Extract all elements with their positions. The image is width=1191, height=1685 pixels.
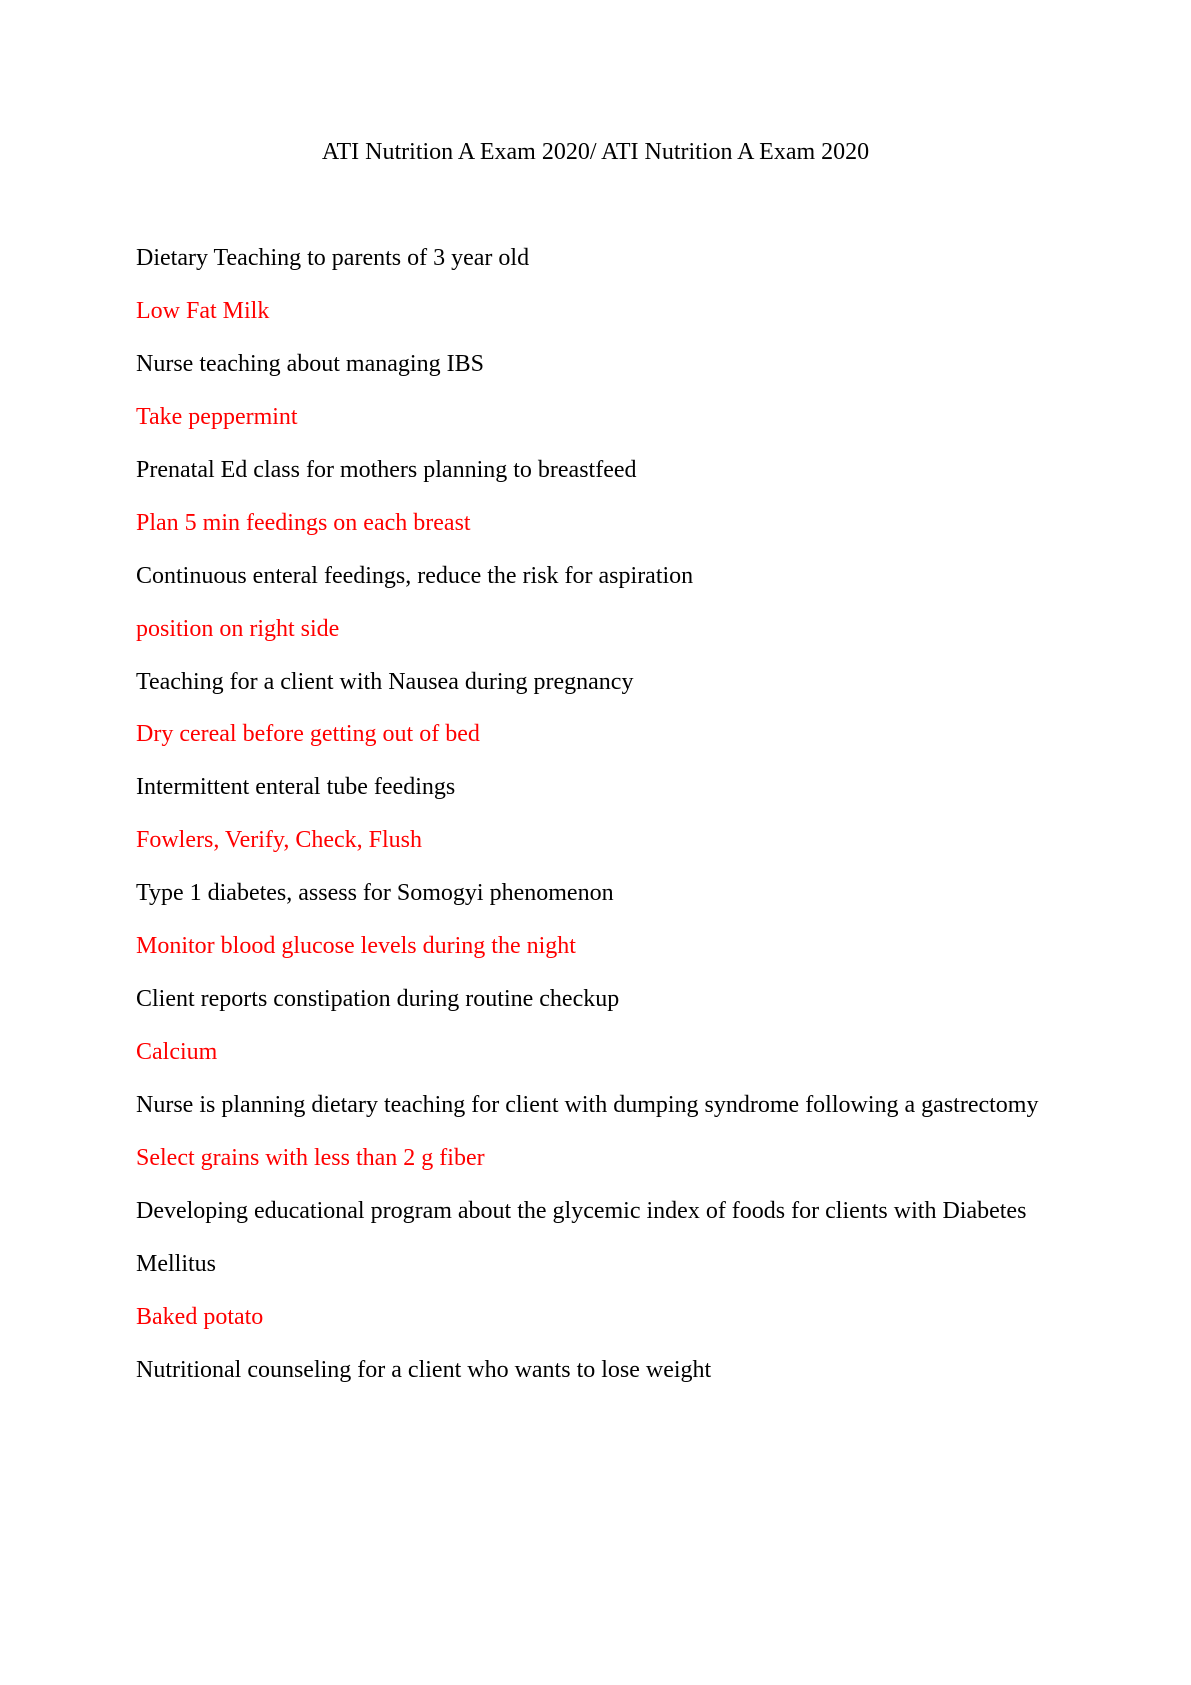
- question-line: Client reports constipation during routine checkup: [136, 986, 620, 1013]
- question-line: Type 1 diabetes, assess for Somogyi phenomenon: [136, 880, 614, 907]
- question-line: Nurse is planning dietary teaching for client with dumping syndrome following a gastrectomy: [136, 1092, 1039, 1118]
- question-line: Dietary Teaching to parents of 3 year old: [136, 245, 530, 271]
- question-line: Intermittent enteral tube feedings: [136, 774, 456, 801]
- answer-line: Plan 5 min feedings on each breast: [136, 509, 471, 536]
- answer-line: Select grains with less than 2 g fiber: [136, 1144, 485, 1171]
- document-body: [136, 243, 1111, 1408]
- answer-line: Calcium: [136, 1039, 218, 1066]
- question-line: Teaching for a client with Nausea during pregnancy: [136, 668, 634, 695]
- question-line: Continuous enteral feedings, reduce the risk for aspiration: [136, 562, 694, 589]
- answer-line: Take peppermint: [136, 403, 298, 430]
- question-line: Prenatal Ed class for mothers planning to breastfeed: [136, 456, 637, 483]
- answer-line: position on right side: [136, 615, 340, 642]
- question-line: Mellitus: [136, 1250, 217, 1277]
- answer-line: Dry cereal before getting out of bed: [136, 721, 480, 748]
- answer-line: Fowlers, Verify, Check, Flush: [136, 827, 422, 854]
- answer-line: Baked potato: [136, 1303, 264, 1330]
- document-title: ATI Nutrition A Exam 2020/ ATI Nutrition A Exam 2020: [321, 139, 870, 165]
- question-line: Developing educational program about the glycemic index of foods for clients with Diabetes: [136, 1197, 1027, 1224]
- answer-line: Low Fat Milk: [136, 297, 270, 324]
- answer-line: Monitor blood glucose levels during the night: [136, 933, 576, 960]
- question-line: Nurse teaching about managing IBS: [136, 350, 484, 377]
- question-line: Nutritional counseling for a client who wants to lose weight: [136, 1356, 712, 1383]
